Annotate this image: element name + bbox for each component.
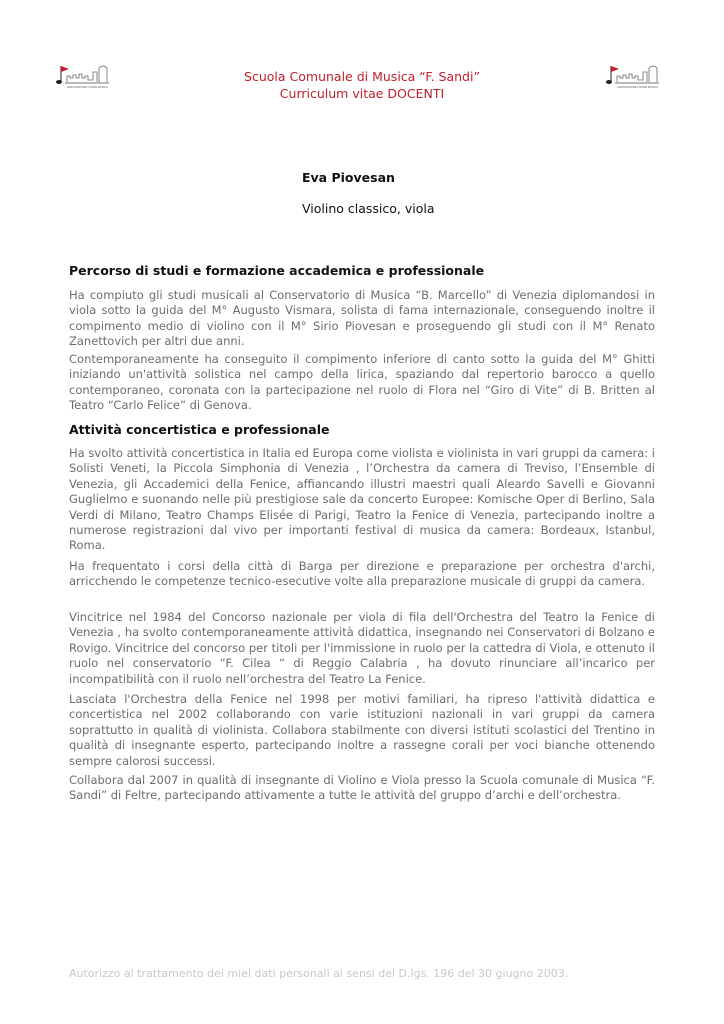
- document-type: Curriculum vitae DOCENTI: [279, 86, 445, 101]
- document-header: [0, 68, 724, 102]
- section-title-studies: Percorso di studi e formazione accademica e professionale: [69, 263, 485, 278]
- section-title-concerts: Attività concertistica e professionale: [69, 422, 330, 437]
- privacy-consent-footer: Autorizzo al trattamento dei miei dati personali ai sensi del D.lgs. 196 del 30 giugno 2003.: [69, 967, 569, 980]
- concerts-paragraph: Ha svolto attività concertistica in Italia ed Europa come violista e violinista in vari gruppi da camera: i Solisti Veneti, la Piccola Simphonia di Venezia , l’Orchestra da camera di Treviso, l’Ensemble di Venezia, gli Accademici della Fenice, affiancando illustri maestri quali Aleardo Savelli e Giovanni Guglielmo e suonando nelle più prestigiose sale da concerto Europee: Komische Oper di Berlino, Sala Verdi di Milano, Teatro Champs Elisée di Parigi, Teatro la Fenice di Venezia, partecipando inoltre a numerose registrazioni dal vivo per importanti festival di musica da camera: Bordeaux, Istanbul, Roma.: [69, 446, 655, 553]
- logo-caption: ASSOCIAZIONE TOLTRE MUSICA: [67, 86, 108, 89]
- concerts-paragraph: Vincitrice nel 1984 del Concorso nazionale per viola di fila dell'Orchestra del Teatro la Fenice di Venezia , ha svolto contemporaneamente attività didattica, insegnando nei Conservatori di Bolzano e Rovigo. Vincitrice del concorso per titoli per l'immissione in ruolo per la cattedra di Viola, e ottenuto il ruolo nel conservatorio “F. Cilea “ di Reggio Calabria , ha dovuto rinunciare all’incarico per incompatibilità con il ruolo nell’orchestra del Teatro La Fenice.: [69, 610, 655, 686]
- school-name: Scuola Comunale di Musica “F. Sandi”: [244, 69, 480, 84]
- studies-paragraph: Ha compiuto gli studi musicali al Conservatorio di Musica “B. Marcello” di Venezia diplomandosi in viola sotto la guida del M° Augusto Vismara, solista di fama internazionale, conseguendo inoltre il compimento medio di violino con il M° Sirio Piovesan e proseguendo gli studi con il M° Renato Zanettovich per altri due anni.: [69, 288, 655, 349]
- teacher-instrument: Violino classico, viola: [302, 201, 435, 216]
- logo-caption: ASSOCIAZIONE TOLTRE MUSICA: [617, 86, 658, 89]
- concerts-paragraph: Lasciata l'Orchestra della Fenice nel 1998 per motivi familiari, ha ripreso l'attività didattica e concertistica nel 2002 collaborando con varie istituzioni nazionali in vari gruppi da camera soprattutto in qualità di violinista. Collabora stabilmente con diversi istituti scolastici del Trentino in qualità di insegnante esperto, partecipando inoltre a rassegne corali per voci bianche ottenendo sempre calorosi successi.: [69, 692, 655, 768]
- teacher-name: Eva Piovesan: [302, 170, 395, 185]
- concerts-paragraph: Collabora dal 2007 in qualità di insegnante di Violino e Viola presso la Scuola comunale di Musica “F. Sandi” di Feltre, partecipando attivamente a tutte le attività del gruppo d’archi e dell’orchestra.: [69, 773, 655, 803]
- studies-paragraph: Contemporaneamente ha conseguito il compimento inferiore di canto sotto la guida del M° Ghitti iniziando un'attività solistica nel campo della lirica, spaziando dal repertorio barocco a quello contemporaneo, coronata con la partecipazione nel ruolo di Flora nel “Giro di Vite” di B. Britten al Teatro “Carlo Felice” di Genova.: [69, 352, 655, 413]
- concerts-paragraph: Ha frequentato i corsi della città di Barga per direzione e preparazione per orchestra d'archi, arricchendo le competenze tecnico-esecutive volte alla preparazione musicale di gruppi da camera.: [69, 559, 655, 589]
